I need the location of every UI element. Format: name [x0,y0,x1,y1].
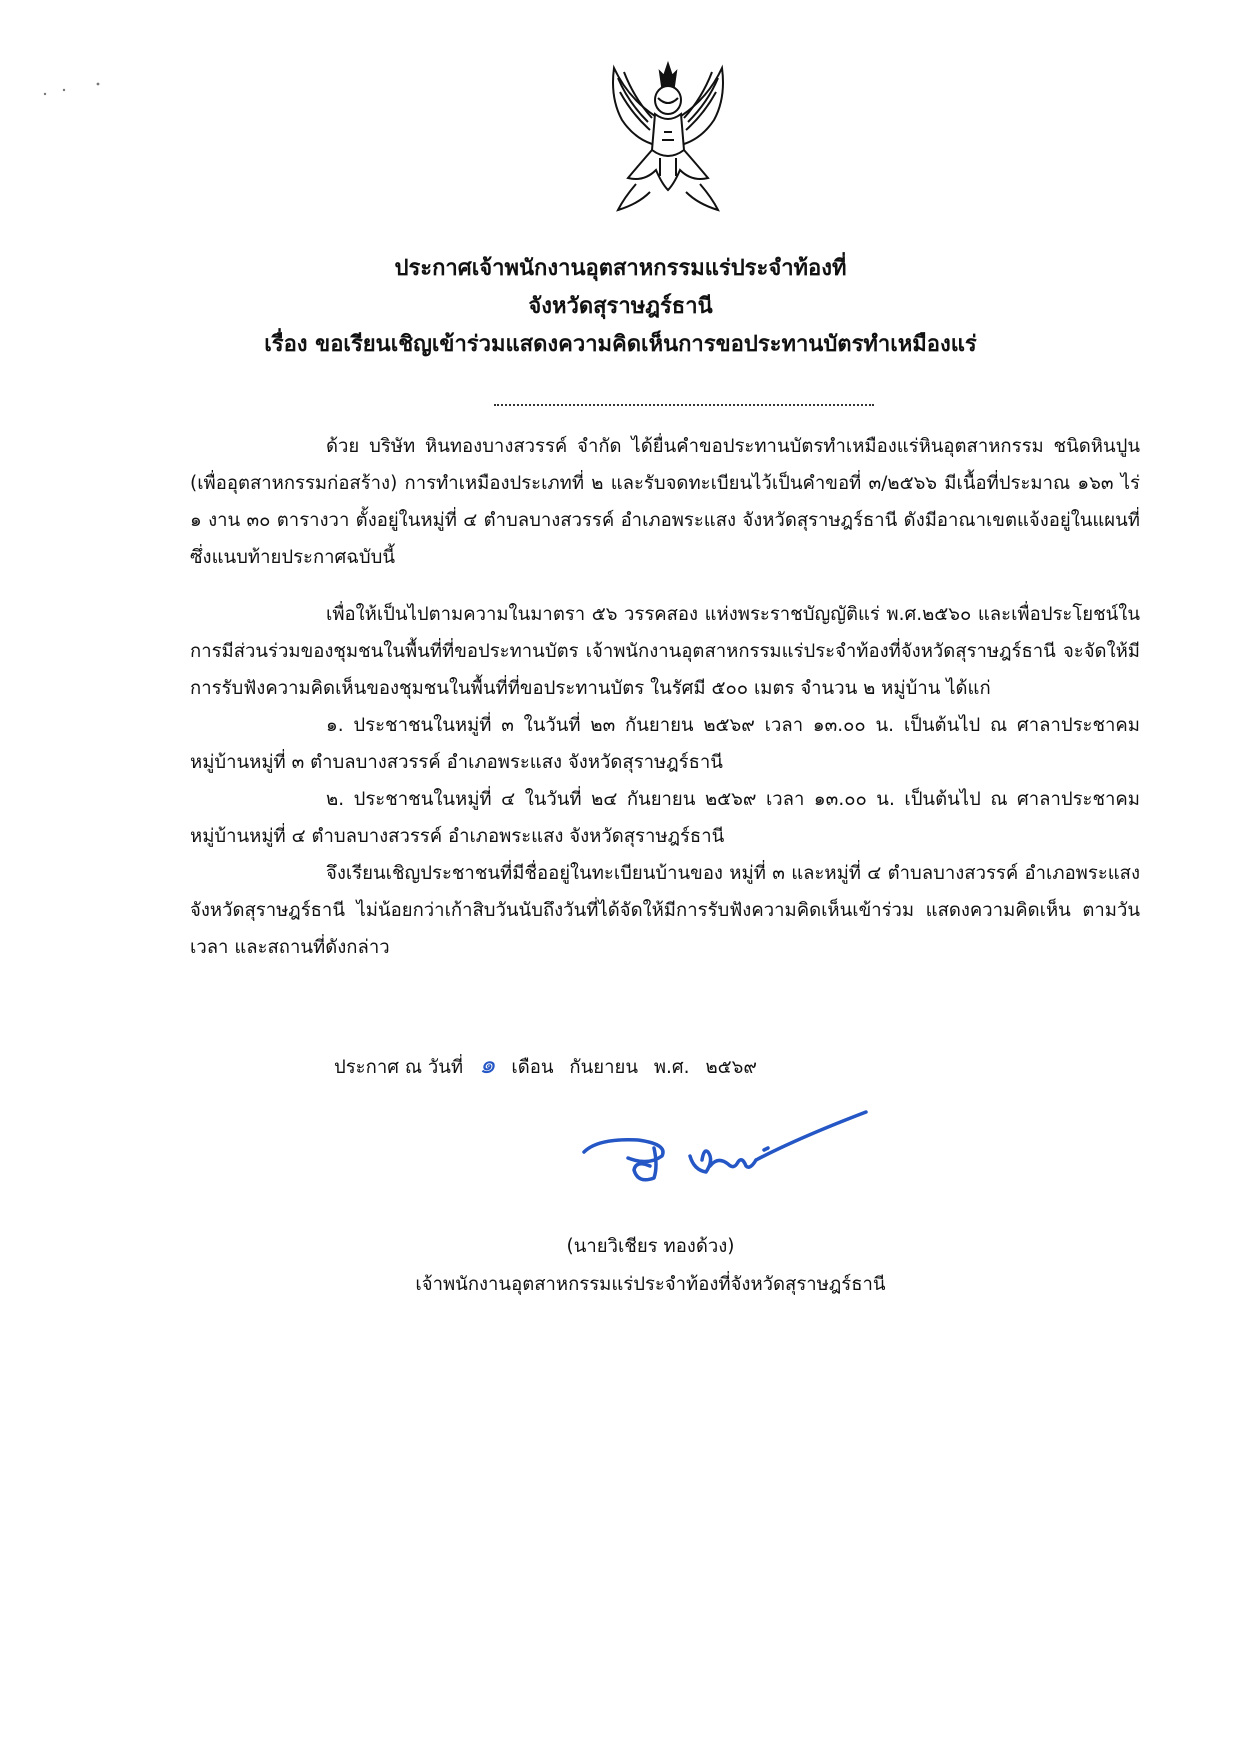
paragraph-invitation: จึงเรียนเชิญประชาชนที่มีชื่ออยู่ในทะเบียนบ้านของ หมู่ที่ ๓ และหมู่ที่ ๔ ตำบลบางสวรรค์ อำเภอพระแสง จังหวัดสุราษฎร์ธานี ไม่น้อยกว่าเก้าสิบวันนับถึงวันที่ได้จัดให้มีการรับฟังความคิดเห็นเข้าร่วม แสดงความคิดเห็น ตามวัน เวลา และสถานที่ดังกล่าว [190,863,1140,958]
signer-title: เจ้าพนักงานอุตสาหกรรมแร่ประจำท้องที่จังหวัดสุราษฎร์ธานี [415,1274,886,1295]
hearing-item-2: ๒. ประชาชนในหมู่ที่ ๔ ในวันที่ ๒๔ กันยายน ๒๕๖๙ เวลา ๑๓.๐๐ น. เป็นต้นไป ณ ศาลาประชาคมหมู่บ้านหมู่ที่ ๔ ตำบลบางสวรรค์ อำเภอพระแสง จังหวัดสุราษฎร์ธานี [190,789,1140,847]
handwritten-signature [578,1108,868,1218]
hearing-item-1: ๑. ประชาชนในหมู่ที่ ๓ ในวันที่ ๒๓ กันยายน ๒๕๖๙ เวลา ๑๓.๐๐ น. เป็นต้นไป ณ ศาลาประชาคมหมู่บ้านหมู่ที่ ๓ ตำบลบางสวรรค์ อำเภอพระแสง จังหวัดสุราษฎร์ธานี [190,715,1140,773]
date-year-label: พ.ศ. [653,1057,690,1078]
dotted-divider [494,384,874,406]
date-prefix: ประกาศ ณ วันที่ [334,1057,464,1078]
date-month: กันยายน [569,1057,638,1078]
scan-speck-marks [40,80,110,100]
title-line-2: จังหวัดสุราษฎร์ธานี [528,294,713,319]
date-day-handwritten: ๑ [479,1050,496,1080]
signer-name: (นายวิเชียร ทองด้วง) [566,1236,735,1257]
title-line-1: ประกาศเจ้าพนักงานอุตสาหกรรมแร่ประจำท้องที่ [394,256,847,281]
announcement-date [334,1044,767,1085]
announcement-title [0,250,1241,364]
paragraph-application: ด้วย บริษัท หินทองบางสวรรค์ จำกัด ได้ยื่นคำขอประทานบัตรทำเหมืองแร่หินอุตสาหกรรม ชนิดหินปูน (เพื่ออุตสาหกรรมก่อสร้าง) การทำเหมืองประเภทที่ ๒ และรับจดทะเบียนไว้เป็นคำขอที่ ๓/๒๕๖๖ มีเนื้อที่ประมาณ ๑๖๓ ไร่ ๑ งาน ๓๐ ตารางวา ตั้งอยู่ในหมู่ที่ ๔ ตำบลบางสวรรค์ อำเภอพระแสง จังหวัดสุราษฎร์ธานี ดังมีอาณาเขตแจ้งอยู่ในแผนที่ซึ่งแนบท้ายประกาศฉบับนี้ [190,436,1140,568]
date-month-label: เดือน [511,1057,554,1078]
paragraph-hearing: เพื่อให้เป็นไปตามความในมาตรา ๕๖ วรรคสอง แห่งพระราชบัญญัติแร่ พ.ศ.๒๕๖๐ และเพื่อประโยชน์ในการมีส่วนร่วมของชุมชนในพื้นที่ที่ขอประทานบัตร เจ้าพนักงานอุตสาหกรรมแร่ประจำท้องที่จังหวัดสุราษฎร์ธานี จะจัดให้มีการรับฟังความคิดเห็นของชุมชนในพื้นที่ที่ขอประทานบัตร ในรัศมี ๕๐๐ เมตร จำนวน ๒ หมู่บ้าน ได้แก่ [190,604,1140,699]
subject-line: เรื่อง ขอเรียนเชิญเข้าร่วมแสดงความคิดเห็นการขอประทานบัตรทำเหมืองแร่ [264,332,977,357]
announcement-body [190,428,1140,966]
date-year: ๒๕๖๙ [705,1057,757,1078]
garuda-emblem-icon [598,58,738,216]
